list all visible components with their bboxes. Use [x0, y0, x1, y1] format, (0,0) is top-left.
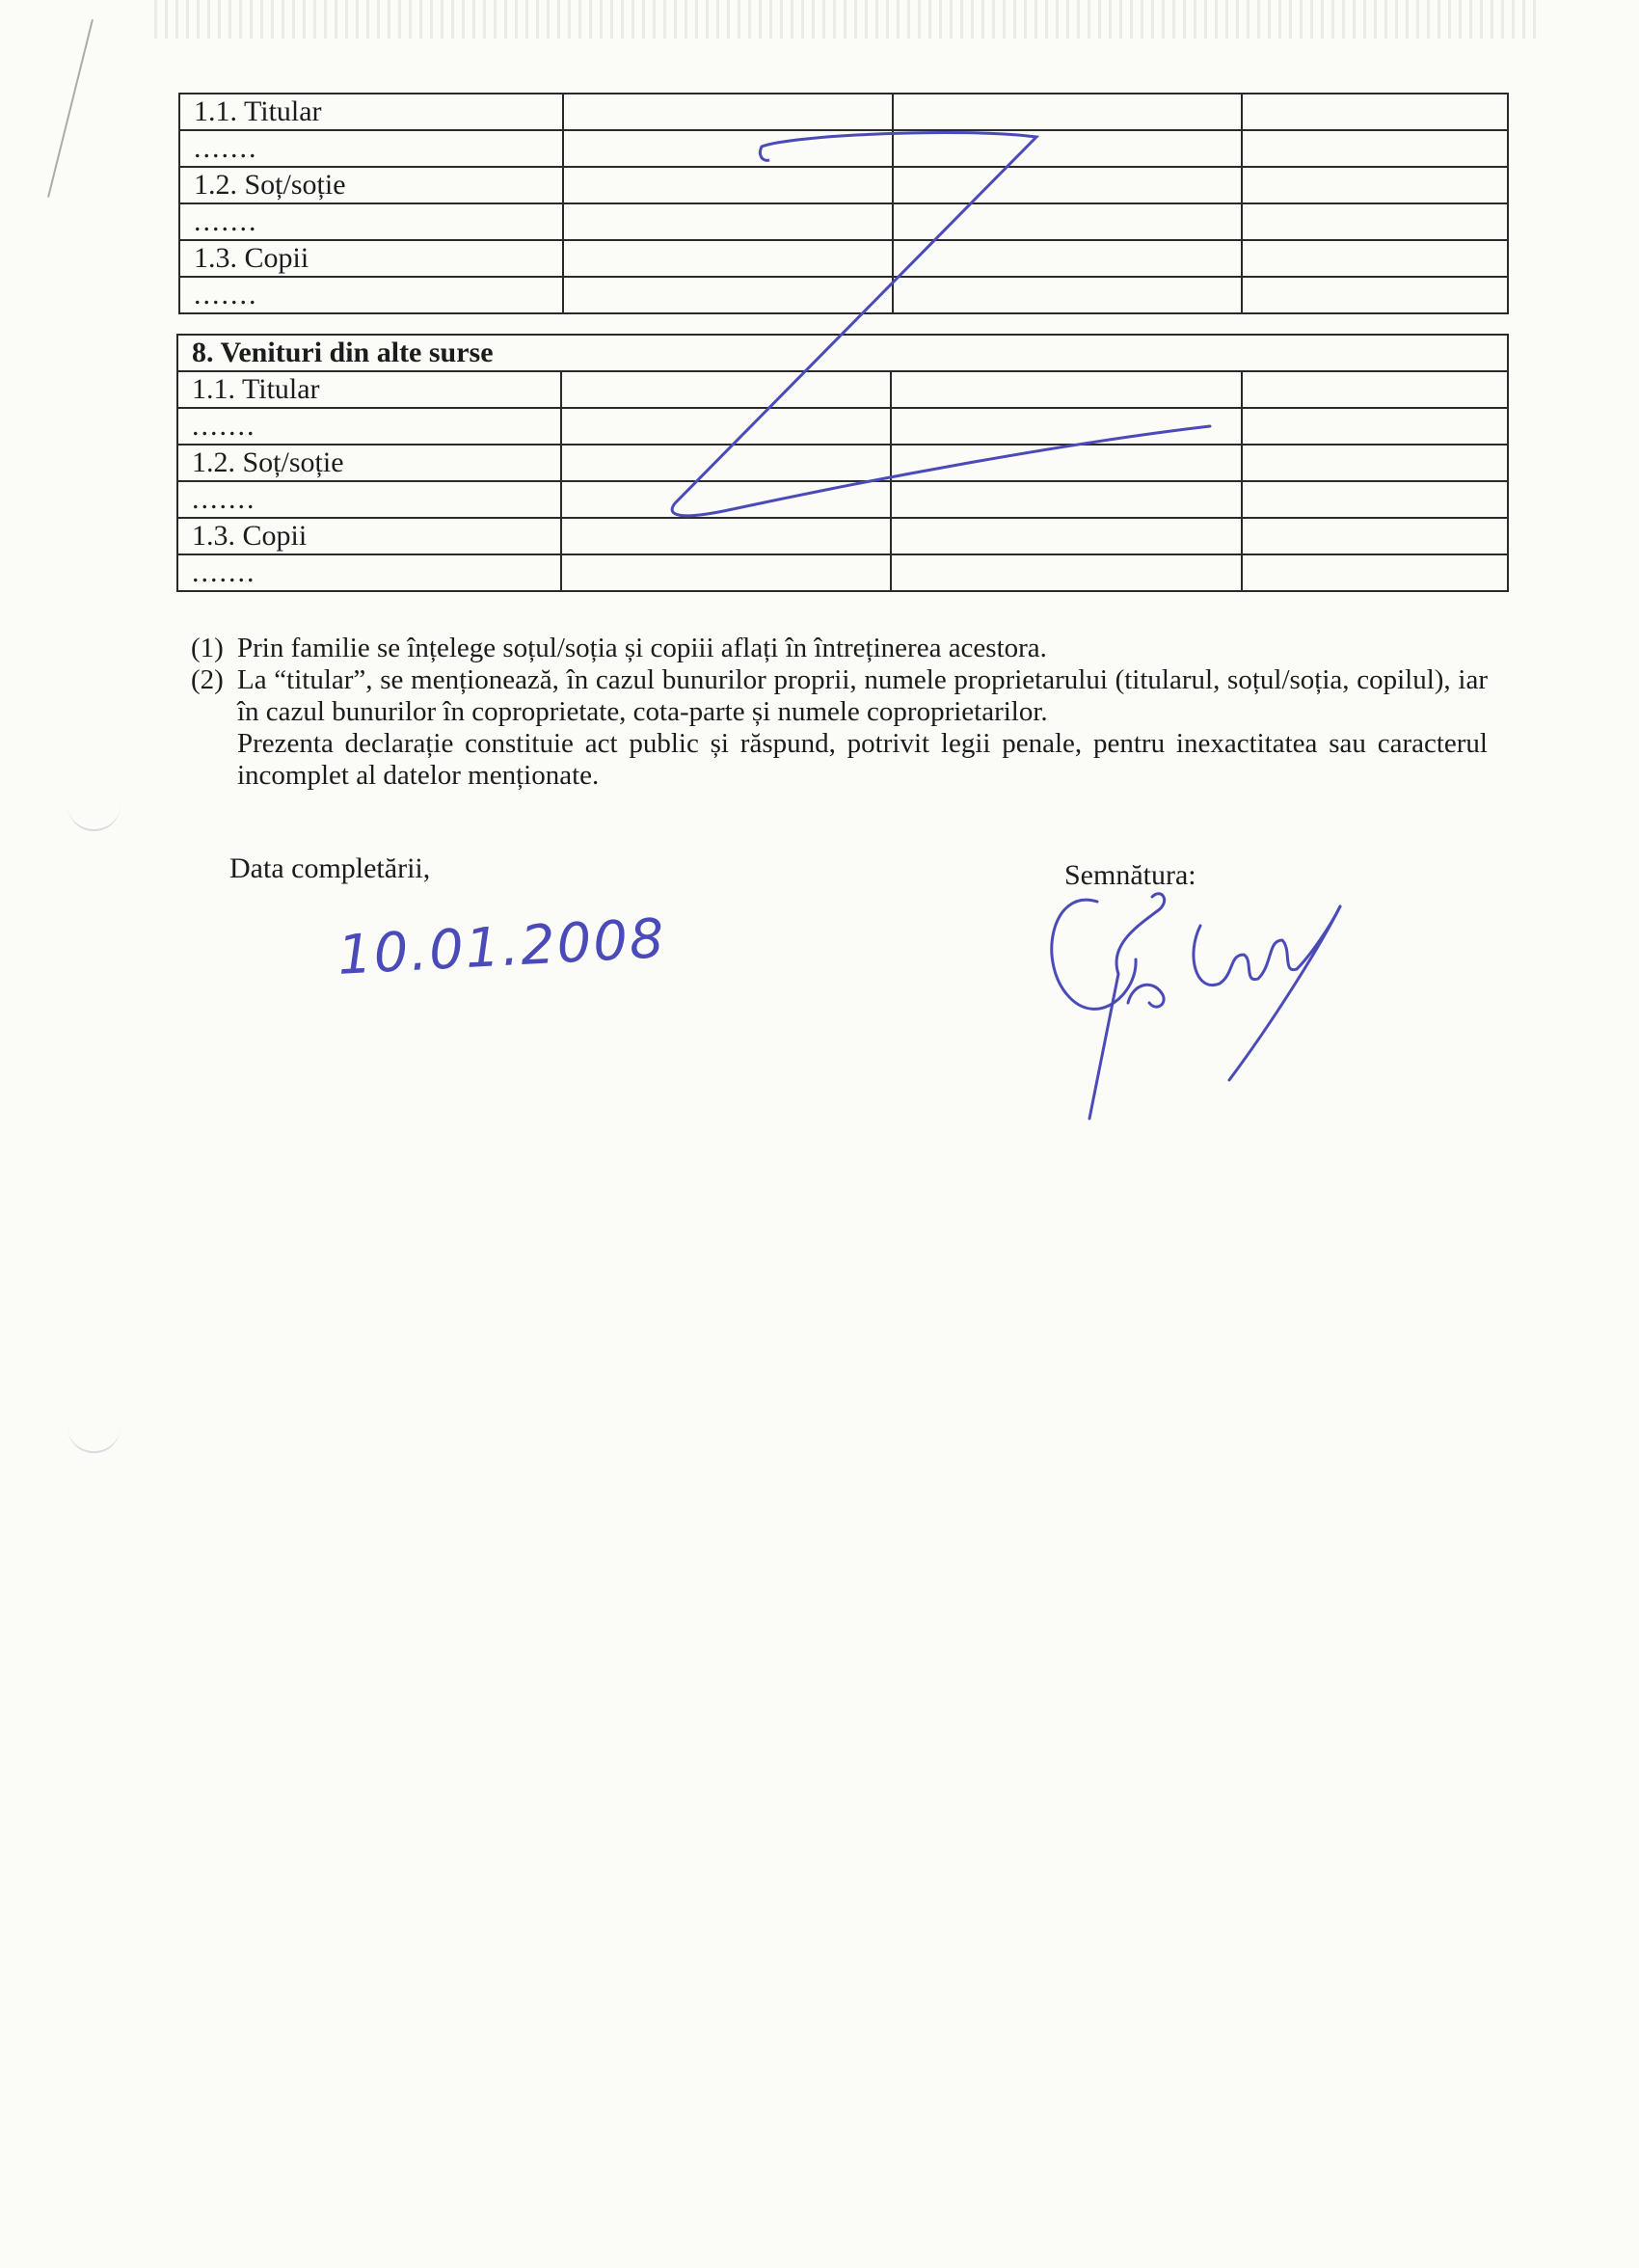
table-row [179, 240, 1508, 277]
table-cell [1242, 518, 1508, 554]
table-row [179, 277, 1508, 313]
table-row [177, 445, 1508, 481]
row-label: ....... [179, 203, 563, 240]
table-cell [1242, 408, 1508, 445]
row-label: ....... [177, 408, 561, 445]
footnotes [191, 633, 1488, 792]
table-cell [893, 130, 1242, 167]
table-row [179, 130, 1508, 167]
table-cell [891, 408, 1242, 445]
table-row [177, 554, 1508, 591]
table-cell [1242, 130, 1508, 167]
table-cell [893, 167, 1242, 203]
section-title: 8. Venituri din alte surse [177, 335, 1508, 371]
row-label: ....... [179, 130, 563, 167]
row-label: 1.1. Titular [179, 94, 563, 130]
table-row [177, 518, 1508, 554]
table-cell [563, 94, 893, 130]
table-cell [561, 518, 891, 554]
table-cell [1242, 277, 1508, 313]
punch-hole-mark [67, 800, 121, 831]
table-cell [1242, 481, 1508, 518]
footnote [191, 664, 1488, 728]
punch-hole-mark [67, 1422, 121, 1453]
completion-date-label: Data completării, [229, 852, 431, 884]
handwritten-date: 10.01.2008 [336, 907, 668, 987]
table-row [177, 371, 1508, 408]
table-cell [1242, 240, 1508, 277]
table-cell [561, 445, 891, 481]
table-cell [1242, 554, 1508, 591]
footnote-text: Prin familie se înțelege soțul/soția și copiii aflați în întreținerea acestora. [237, 633, 1047, 663]
table-cell [891, 554, 1242, 591]
table-cell [563, 167, 893, 203]
table-cell [563, 240, 893, 277]
income-other-sources-table [176, 334, 1509, 592]
table-cell [1242, 167, 1508, 203]
signature-label: Semnătura: [1064, 859, 1196, 891]
footnote-text: La “titular”, se menționează, în cazul bunurilor proprii, numele proprietarului (titularul, soțul/soția, copilul), iar în cazul bunurilor în coproprietate, cota-parte și numele coproprietarilor. [237, 664, 1488, 727]
table-row [179, 94, 1508, 130]
table-cell [561, 408, 891, 445]
table-row [179, 167, 1508, 203]
section-header-row [177, 335, 1508, 371]
margin-mark [47, 19, 94, 198]
table-cell [891, 518, 1242, 554]
declaration-text: Prezenta declarație constituie act public și răspund, potrivit legii penale, pentru inexactitatea sau caracterul incomplet al datelor menționate. [237, 728, 1488, 791]
row-label: 1.3. Copii [179, 240, 563, 277]
row-label: 1.3. Copii [177, 518, 561, 554]
table-cell [1242, 371, 1508, 408]
row-label: 1.1. Titular [177, 371, 561, 408]
signature-scribble [1052, 894, 1340, 1119]
table-row [179, 203, 1508, 240]
table-cell [563, 130, 893, 167]
table-cell [893, 203, 1242, 240]
footnote [191, 633, 1488, 664]
table-cell [893, 240, 1242, 277]
table-row [177, 408, 1508, 445]
table-cell [893, 94, 1242, 130]
table-cell [563, 203, 893, 240]
table-cell [561, 554, 891, 591]
table-cell [891, 371, 1242, 408]
row-label: ....... [179, 277, 563, 313]
assets-table-top [178, 93, 1509, 314]
declaration-statement [191, 728, 1488, 792]
table-cell [561, 481, 891, 518]
table-cell [891, 481, 1242, 518]
table-cell [893, 277, 1242, 313]
table-cell [891, 445, 1242, 481]
row-label: ....... [177, 554, 561, 591]
table-cell [1242, 445, 1508, 481]
table-row [177, 481, 1508, 518]
scan-noise-top [154, 0, 1543, 39]
table-cell [1242, 203, 1508, 240]
footnote-number: (2) [191, 664, 224, 695]
row-label: ....... [177, 481, 561, 518]
footnote-number: (1) [191, 633, 224, 663]
row-label: 1.2. Soț/soție [177, 445, 561, 481]
table-cell [561, 371, 891, 408]
table-cell [1242, 94, 1508, 130]
row-label: 1.2. Soț/soție [179, 167, 563, 203]
table-cell [563, 277, 893, 313]
